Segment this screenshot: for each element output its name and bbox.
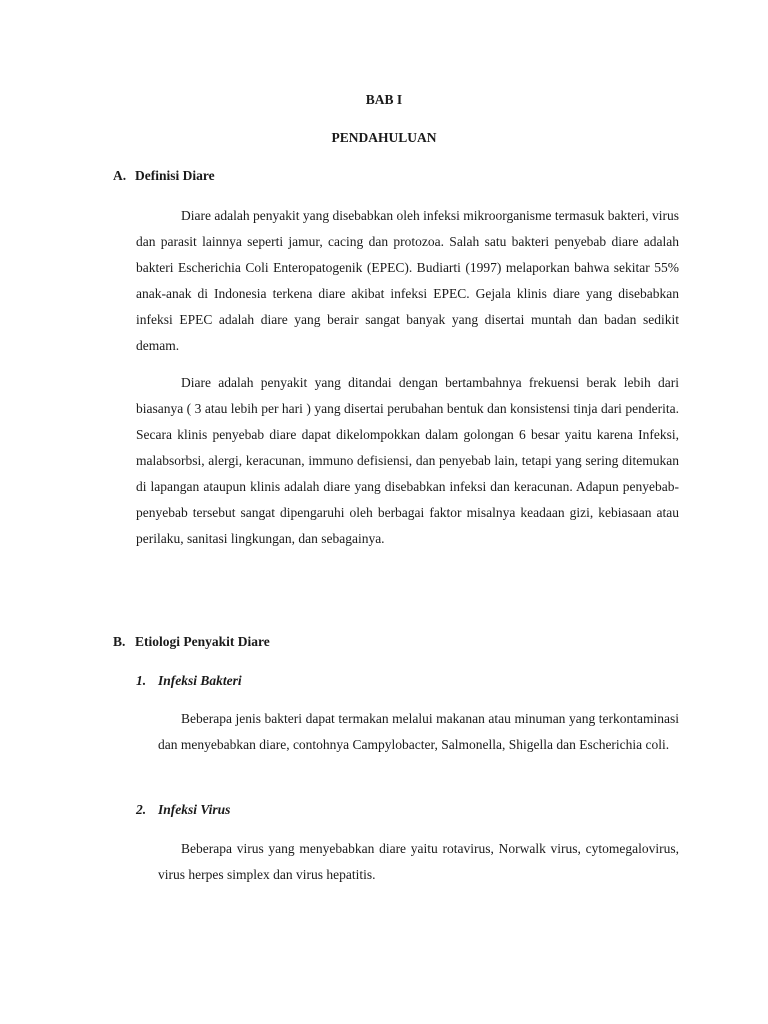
- subsection-2-heading: [136, 802, 230, 818]
- subsection-1-title: Infeksi Bakteri: [158, 673, 242, 688]
- section-b-letter: B.: [113, 634, 126, 649]
- section-a-letter: A.: [113, 168, 127, 183]
- subsection-1-number: 1.: [136, 673, 147, 688]
- subsection-2-title: Infeksi Virus: [158, 802, 231, 817]
- subsection-1-paragraph: Beberapa jenis bakteri dapat termakan melalui makanan atau minuman yang terkontaminasi dan menyebabkan diare, contohnya Campylobacter, Salmonella, Shigella dan Escherichia coli.: [158, 711, 679, 752]
- section-a-paragraph-2: Diare adalah penyakit yang ditandai dengan bertambahnya frekuensi berak lebih dari biasanya ( 3 atau lebih per hari ) yang disertai perubahan bentuk dan konsistensi tinja dari penderita. Secara klinis penyebab diare dapat dikelompokkan dalam golongan 6 besar yaitu karena Infeksi, malabsorbsi, alergi, keracunan, immuno defisiensi, dan penyebab lain, tetapi yang sering ditemukan di lapangan ataupun klinis adalah diare yang disebabkan infeksi dan keracunan. Adapun penyebab-penyebab tersebut sangat dipengaruhi oleh berbagai faktor misalnya keadaan gizi, kebiasaan atau perilaku, sanitasi lingkungan, dan sebagainya.: [136, 375, 679, 546]
- subsection-2-paragraph: Beberapa virus yang menyebabkan diare yaitu rotavirus, Norwalk virus, cytomegalovirus, virus herpes simplex dan virus hepatitis.: [158, 841, 679, 882]
- chapter-label: BAB I: [365, 92, 403, 107]
- section-a-heading: [113, 168, 215, 184]
- subsection-1-heading: [136, 673, 242, 689]
- section-b-title: Etiologi Penyakit Diare: [135, 634, 270, 649]
- subsection-2-number: 2.: [136, 802, 147, 817]
- section-a-title: Definisi Diare: [135, 168, 215, 183]
- section-b-heading: [113, 634, 270, 650]
- page-title: PENDAHULUAN: [331, 130, 437, 145]
- section-a-paragraph-1: Diare adalah penyakit yang disebabkan oleh infeksi mikroorganisme termasuk bakteri, virus dan parasit lainnya seperti jamur, cacing dan protozoa. Salah satu bakteri penyebab diare adalah bakteri Escherichia Coli Enteropatogenik (EPEC). Budiarti (1997) melaporkan bahwa sekitar 55% anak-anak di Indonesia terkena diare akibat infeksi EPEC. Gejala klinis diare yang disebabkan infeksi EPEC adalah diare yang berair sangat banyak yang disertai muntah dan badan sedikit demam.: [136, 208, 679, 353]
